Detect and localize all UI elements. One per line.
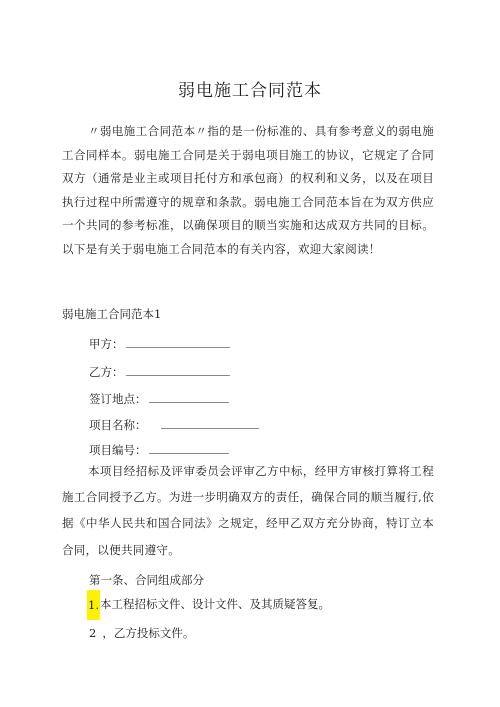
blank-line [126, 363, 230, 376]
article-heading: 第一条、合同组成部分 [89, 573, 204, 587]
document-title: 弱电施工合同范本 [178, 81, 322, 101]
field-label: 签订地点： [89, 392, 147, 406]
list-item-number: 2 [89, 626, 97, 640]
field-label: 项目名称： [89, 418, 147, 432]
field-label: 乙方： [89, 365, 124, 379]
blank-line [161, 416, 259, 429]
field-label: 甲方： [89, 337, 124, 351]
blank-line [126, 335, 230, 348]
blank-line [149, 390, 229, 403]
field-label: 项目编号： [89, 443, 147, 457]
list-item-text: 本工程招标文件、设计文件、及其质疑答复。 [99, 597, 330, 611]
list-item-text: ，乙方投标文件。 [102, 626, 195, 640]
field-project-name [89, 416, 259, 433]
section-heading: 弱电施工合同范本1 [62, 307, 162, 321]
field-party-a [89, 335, 230, 352]
highlighted-number: 1. [87, 590, 100, 620]
field-party-b [89, 363, 230, 380]
intro-paragraph: 〃弱电施工合同范本〃指的是一份标准的、具有参考意义的弱电施工合同样本。弱电施工合同是关于弱电项目施工的协议，它规定了合同双方（通常是业主或项目托付方和承包商）的权利和义务，以及在项目执行过程中所需遵守的规章和条款。弱电施工合同范本旨在为双方供应一个共同的参考标准，以确保项目的顺当实施和达成双方共同的目标。以下是有关于弱电施工合同范本的有关内容，欢迎大家阅读！ [62, 124, 434, 256]
list-item [87, 590, 330, 620]
field-project-number [89, 441, 229, 458]
field-signing-place [89, 390, 229, 407]
blank-line [149, 441, 229, 454]
body-paragraph: 本项目经招标及评审委员会评审乙方中标，经甲方审核打算将工程施工合同授予乙方。为进一步明确双方的责任，确保合同的顺当履行,依据《中华人民共和国合同法》之规定，经甲乙双方充分协商，特订立本合同，以便共同遵守。 [62, 464, 434, 557]
list-item [89, 625, 194, 641]
